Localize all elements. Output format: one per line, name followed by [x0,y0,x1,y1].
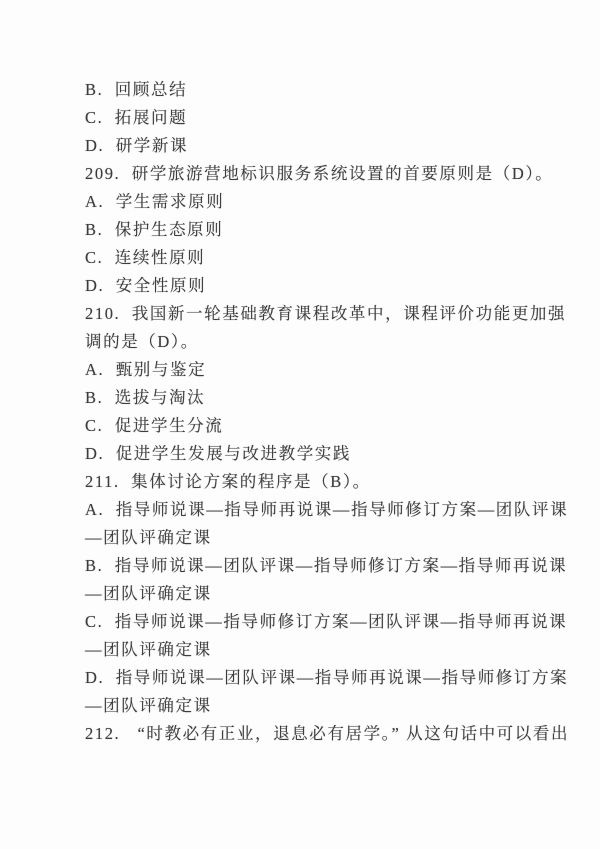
option-line-d: D. 促进学生发展与改进教学实践 [85,444,351,463]
option-line-c-cont: —团队评确定课 [85,640,212,659]
question-stem-212: 212. “时教必有正业，退息必有居学。” 从这句话中可以看出 [85,724,570,743]
option-line-a: A. 甄别与鉴定 [85,360,207,379]
option-line-b: B. 回顾总结 [85,80,188,99]
option-line-d: D. 安全性原则 [85,276,207,295]
question-stem-211: 211. 集体讨论方案的程序是（B）。 [85,472,371,491]
option-line-b: B. 保护生态原则 [85,220,224,239]
option-line-b: B. 指导师说课—团队评课—指导师修订方案—指导师再说课 [85,556,568,575]
option-line-c: C. 指导师说课—指导师修订方案—团队评课—指导师再说课 [85,612,568,631]
option-line-d: D. 指导师说课—团队评课—指导师再说课—指导师修订方案 [85,668,569,687]
option-line-b: B. 选拔与淘汰 [85,388,206,407]
option-line-d-cont: —团队评确定课 [85,696,212,715]
option-line-a: A. 学生需求原则 [85,192,225,211]
option-line-d: D. 研学新课 [85,136,189,155]
option-line-a-cont: —团队评确定课 [85,528,212,547]
option-line-b-cont: —团队评确定课 [85,584,212,603]
question-stem-210: 210. 我国新一轮基础教育课程改革中，课程评价功能更加强 [85,304,567,323]
option-line-c: C. 促进学生分流 [85,416,224,435]
question-stem-209: 209. 研学旅游营地标识服务系统设置的首要原则是（D）。 [85,164,554,183]
option-line-a: A. 指导师说课—指导师再说课—指导师修订方案—团队评课 [85,500,569,519]
question-stem-210-cont: 调的是（D）。 [85,332,199,351]
option-line-c: C. 连续性原则 [85,248,206,267]
option-line-c: C. 拓展问题 [85,108,188,127]
